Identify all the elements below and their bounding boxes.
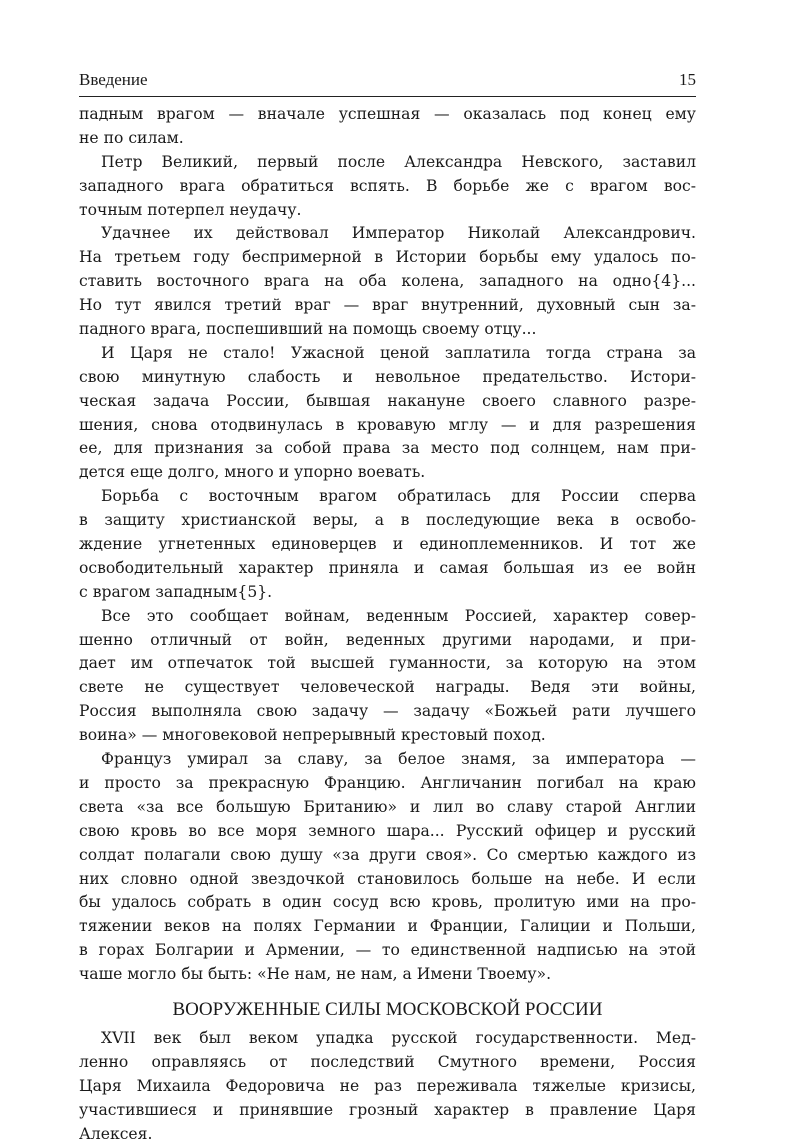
page-number: 15 [679,70,696,89]
text-line: дает им отпечаток той высшей гуманности, за которую на этом [79,654,696,673]
text-line: падного врага, поспешивший на помощь своему отцу... [79,320,537,339]
text-line: участившиеся и принявшие грозный характер в правление Царя [79,1100,696,1119]
main-text [79,103,696,987]
text-line: Француз умирал за славу, за белое знамя, за императора — [101,750,696,769]
text-line: ее, для признания за собой права за место под солнцем, нам при- [79,439,696,458]
section-text [79,1027,696,1146]
section-heading: ВООРУЖЕННЫЕ СИЛЫ МОСКОВСКОЙ РОССИИ [172,998,603,1020]
text-line: Но тут явился третий враг — враг внутренний, духовный сын за- [79,296,696,315]
text-line: них словно одной звездочкой становилось больше на небе. И если [79,869,696,888]
text-line: шения, снова отодвинулась в кровавую мглу — и для разрешения [79,415,696,434]
text-line: чаше могло бы быть: «Не нам, не нам, а Имени Твоему». [79,965,552,984]
text-line: ленно оправляясь от последствий Смутного времени, Россия [79,1052,696,1071]
text-line: не по силам. [79,128,184,147]
text-line: солдат полагали свою душу «за други своя». Со смертью каждого из [79,845,696,864]
text-line: И Царя не стало! Ужасной ценой заплатила тогда страна за [101,343,696,362]
text-line: ставить восточного врага на оба колена, западного на одно{4}... [79,272,696,291]
text-line: Алексея. [79,1124,153,1143]
text-line: с врагом западным{5}. [79,582,273,601]
text-line: тяжении веков на полях Германии и Франции, Галиции и Польши, [79,917,696,936]
text-line: XVII век был веком упадка русской государственности. Мед- [101,1028,696,1047]
text-line: Царя Михаила Федоровича не раз переживала тяжелые кризисы, [79,1076,696,1095]
text-line: свою кровь во все моря земного шара... Русский офицер и русский [79,821,696,840]
text-line: воина» — многовековой непрерывный крестовый поход. [79,726,546,745]
text-line: свою минутную слабость и невольное предательство. Истори- [79,367,696,386]
text-line: западного врага обратиться вспять. В борьбе же с врагом вос- [79,176,696,195]
text-line: Удачнее их действовал Император Николай Александрович. [101,224,696,243]
section-title: Введение [79,70,148,89]
text-line: шенно отличный от войн, веденных другими народами, и при- [79,630,696,649]
text-line: бы удалось собрать в один сосуд всю кровь, пролитую ими на про- [79,893,696,912]
running-head [79,70,696,97]
text-line: точным потерпел неудачу. [79,200,302,219]
text-line: На третьем году беспримерной в Истории борьбы ему удалось по- [79,248,696,267]
text-line: ждение угнетенных единоверцев и единоплеменников. И тот же [79,535,696,554]
text-line: ческая задача России, бывшая накануне своего славного разре- [79,391,696,410]
text-line: света «за все большую Британию» и лил во славу старой Англии [79,797,696,816]
text-line: и просто за прекрасную Францию. Англичанин погибал на краю [79,773,696,792]
text-line: в защиту христианской веры, а в последующие века в освобо- [79,511,696,530]
text-line: падным врагом — вначале успешная — оказалась под конец ему [79,105,696,123]
text-line: Россия выполняла свою задачу — задачу «Божьей рати лучшего [79,702,696,721]
text-line: Все это сообщает войнам, веденным Россией, характер совер- [101,606,696,625]
text-line: Петр Великий, первый после Александра Невского, заставил [101,152,696,171]
text-line: освободительный характер приняла и самая большая из ее войн [79,558,696,577]
text-line: свете не существует человеческой награды. Ведя эти войны, [79,678,696,697]
book-page [79,70,696,1146]
text-line: Борьба с восточным врагом обратилась для России сперва [101,487,696,506]
text-line: дется еще долго, много и упорно воевать. [79,463,426,482]
text-line: в горах Болгарии и Армении, — то единственной надписью на этой [79,941,696,960]
